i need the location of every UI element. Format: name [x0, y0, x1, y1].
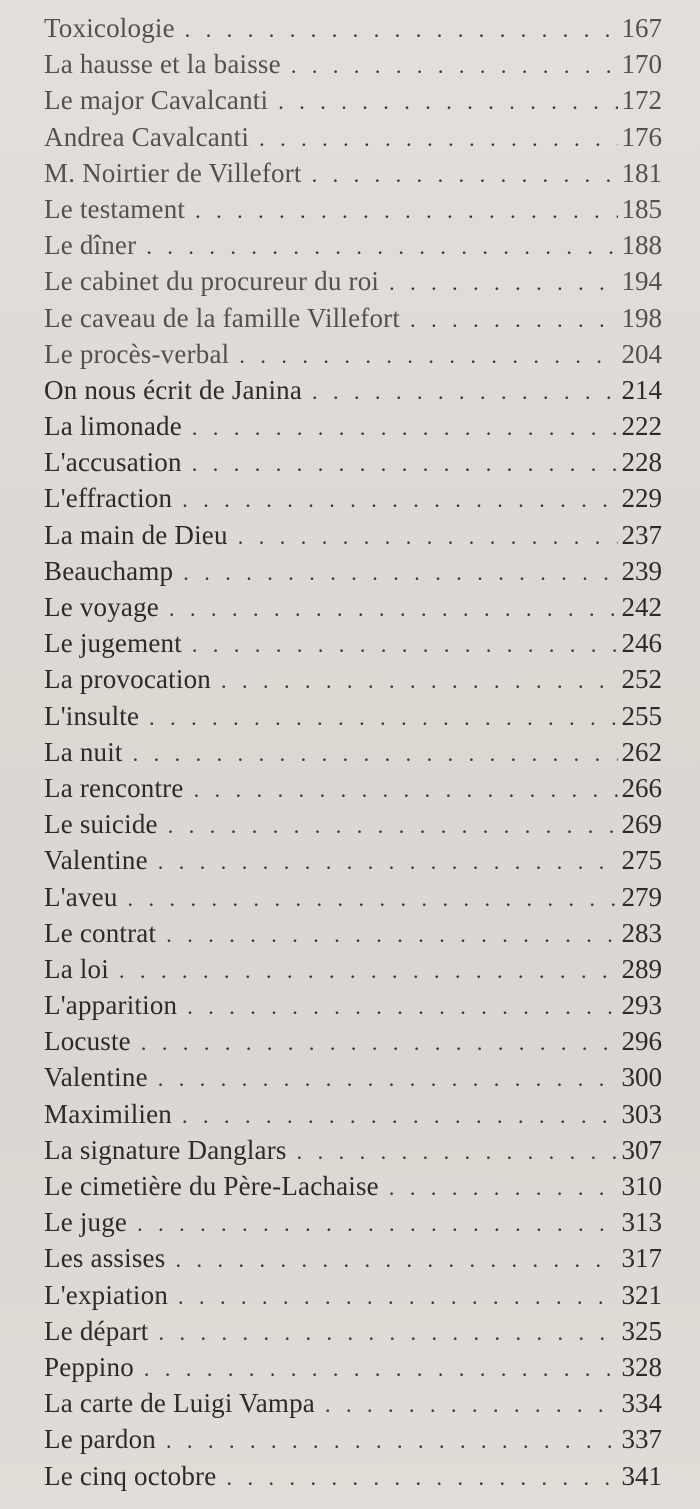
dot-leader: [192, 627, 618, 663]
toc-entry: [44, 698, 662, 734]
chapter-title: L'accusation: [44, 447, 182, 478]
toc-entry: [44, 444, 662, 480]
page-number: 296: [621, 1026, 662, 1057]
page-number: 313: [621, 1207, 662, 1238]
dot-leader: [194, 772, 618, 808]
chapter-title: Les assises: [44, 1243, 166, 1274]
chapter-title: Le jugement: [44, 628, 182, 659]
page-number: 321: [621, 1279, 662, 1310]
toc-entry: [44, 155, 662, 191]
toc-entry: [44, 951, 662, 987]
dot-leader: [182, 482, 617, 518]
toc-entry: [44, 1458, 662, 1494]
page-number: 252: [621, 664, 662, 695]
dot-leader: [119, 953, 618, 989]
page-number: 341: [621, 1460, 662, 1491]
toc-entry: [44, 879, 662, 915]
table-of-contents: [44, 10, 662, 1494]
chapter-title: Le cinq octobre: [44, 1460, 217, 1491]
chapter-title: L'effraction: [44, 483, 173, 514]
page-number: 198: [621, 302, 662, 333]
chapter-title: Le juge: [44, 1207, 128, 1238]
dot-leader: [149, 700, 617, 736]
toc-entry: [44, 1168, 662, 1204]
dot-leader: [166, 1423, 617, 1459]
dot-leader: [137, 1206, 617, 1242]
chapter-title: Le pardon: [44, 1424, 157, 1455]
dot-leader: [192, 410, 618, 446]
page-number: 283: [621, 917, 662, 948]
dot-leader: [312, 374, 617, 410]
page-number: 239: [621, 555, 662, 586]
chapter-title: La provocation: [44, 664, 211, 695]
toc-entry: [44, 589, 662, 625]
dot-leader: [158, 844, 618, 880]
toc-entry: [44, 480, 662, 516]
dot-leader: [239, 338, 617, 374]
toc-entry: [44, 517, 662, 553]
dot-leader: [389, 265, 617, 301]
toc-entry: [44, 82, 662, 118]
toc-entry: [44, 1313, 662, 1349]
chapter-title: La hausse et la baisse: [44, 49, 281, 80]
page-number: 334: [621, 1388, 662, 1419]
page-number: 317: [621, 1243, 662, 1274]
toc-entry: [44, 1059, 662, 1095]
toc-entry: [44, 119, 662, 155]
page-number: 228: [621, 447, 662, 478]
dot-leader: [259, 121, 617, 157]
dot-leader: [128, 881, 618, 917]
chapter-title: La nuit: [44, 736, 123, 767]
dot-leader: [144, 1351, 618, 1387]
chapter-title: Locuste: [44, 1026, 131, 1057]
toc-entry: [44, 1023, 662, 1059]
page-number: 289: [621, 953, 662, 984]
chapter-title: Maximilien: [44, 1098, 172, 1129]
chapter-title: Andrea Cavalcanti: [44, 121, 250, 152]
chapter-title: Le dîner: [44, 230, 137, 261]
dot-leader: [141, 1025, 618, 1061]
page-number: 307: [621, 1134, 662, 1165]
toc-entry: [44, 1096, 662, 1132]
dot-leader: [312, 157, 618, 193]
page-number: 167: [621, 13, 662, 43]
dot-leader: [221, 663, 618, 699]
chapter-title: L'expiation: [44, 1279, 169, 1310]
toc-entry: [44, 263, 662, 299]
toc-entry: [44, 1385, 662, 1421]
toc-entry: [44, 1349, 662, 1385]
page-number: 194: [621, 266, 662, 297]
toc-entry: [44, 336, 662, 372]
toc-entry: [44, 300, 662, 336]
toc-entry: [44, 842, 662, 878]
page-number: 293: [621, 990, 662, 1021]
chapter-title: M. Noirtier de Villefort: [44, 157, 302, 188]
chapter-title: L'apparition: [44, 990, 178, 1021]
toc-entry: [44, 987, 662, 1023]
dot-leader: [182, 1098, 618, 1134]
toc-entry: [44, 661, 662, 697]
dot-leader: [195, 193, 617, 229]
page-number: 262: [621, 736, 662, 767]
chapter-title: Le procès-verbal: [44, 338, 230, 369]
toc-entry: [44, 734, 662, 770]
page-number: 242: [621, 592, 662, 622]
dot-leader: [297, 1134, 618, 1170]
chapter-title: Peppino: [44, 1351, 134, 1382]
chapter-title: Le cabinet du procureur du roi: [44, 266, 380, 297]
page-number: 279: [621, 881, 662, 912]
chapter-title: Beauchamp: [44, 555, 174, 586]
dot-leader: [185, 12, 618, 48]
chapter-title: Le cimetière du Père-Lachaise: [44, 1171, 379, 1201]
dot-leader: [183, 555, 617, 591]
toc-entry: [44, 770, 662, 806]
chapter-title: Le départ: [44, 1315, 149, 1346]
toc-entry: [44, 1240, 662, 1276]
chapter-title: Valentine: [44, 845, 148, 876]
dot-leader: [226, 1460, 617, 1496]
chapter-title: La loi: [44, 953, 109, 984]
chapter-title: L'aveu: [44, 881, 118, 912]
toc-entry: [44, 46, 662, 82]
page-number: 229: [621, 483, 662, 514]
dot-leader: [175, 1242, 617, 1278]
toc-entry: [44, 1204, 662, 1240]
page-number: 181: [621, 157, 662, 188]
dot-leader: [166, 917, 617, 953]
chapter-title: Le testament: [44, 193, 186, 224]
chapter-title: On nous écrit de Janina: [44, 374, 303, 405]
dot-leader: [146, 229, 617, 265]
chapter-title: La rencontre: [44, 772, 184, 803]
page-number: 246: [621, 628, 662, 659]
dot-leader: [325, 1387, 618, 1423]
chapter-title: La signature Danglars: [44, 1134, 287, 1165]
page-number: 185: [621, 193, 662, 224]
toc-entry: [44, 625, 662, 661]
dot-leader: [291, 48, 618, 84]
toc-entry: [44, 408, 662, 444]
page-number: 237: [621, 519, 662, 550]
chapter-title: Le caveau de la famille Villefort: [44, 302, 401, 333]
dot-leader: [238, 519, 618, 555]
page-number: 310: [621, 1171, 662, 1201]
page-number: 275: [621, 845, 662, 876]
dot-leader: [410, 302, 617, 338]
page-number: 222: [621, 411, 662, 442]
page-number: 176: [621, 121, 662, 152]
page-number: 328: [621, 1351, 662, 1382]
dot-leader: [192, 446, 618, 482]
chapter-title: Le suicide: [44, 809, 158, 840]
dot-leader: [158, 1061, 618, 1097]
toc-entry: [44, 1277, 662, 1313]
page-number: 266: [621, 772, 662, 803]
chapter-title: La limonade: [44, 411, 182, 442]
chapter-title: La carte de Luigi Vampa: [44, 1388, 315, 1419]
toc-entry: [44, 806, 662, 842]
dot-leader: [278, 84, 617, 120]
toc-entry: [44, 372, 662, 408]
chapter-title: La main de Dieu: [44, 519, 228, 550]
toc-entry: [44, 915, 662, 951]
dot-leader: [133, 736, 618, 772]
dot-leader: [159, 1315, 618, 1351]
chapter-title: Le major Cavalcanti: [44, 85, 269, 116]
toc-entry: [44, 553, 662, 589]
toc-entry: [44, 1132, 662, 1168]
page-number: 172: [621, 85, 662, 116]
page-number: 204: [621, 338, 662, 369]
dot-leader: [169, 591, 618, 627]
chapter-title: L'insulte: [44, 700, 140, 731]
toc-entry: [44, 1421, 662, 1457]
page-number: 188: [621, 230, 662, 261]
chapter-title: Toxicologie: [44, 13, 175, 43]
page-number: 214: [621, 374, 662, 405]
chapter-title: Valentine: [44, 1062, 148, 1093]
dot-leader: [168, 808, 618, 844]
dot-leader: [187, 989, 617, 1025]
toc-entry: [44, 191, 662, 227]
dot-leader: [389, 1170, 618, 1206]
page-number: 300: [621, 1062, 662, 1093]
page-number: 269: [621, 809, 662, 840]
page-number: 170: [621, 49, 662, 80]
toc-entry: [44, 227, 662, 263]
page-number: 255: [621, 700, 662, 731]
page-number: 303: [621, 1098, 662, 1129]
page-number: 325: [621, 1315, 662, 1346]
chapter-title: Le contrat: [44, 917, 157, 948]
chapter-title: Le voyage: [44, 592, 159, 622]
toc-entry: [44, 10, 662, 46]
page-number: 337: [621, 1424, 662, 1455]
dot-leader: [178, 1279, 617, 1315]
